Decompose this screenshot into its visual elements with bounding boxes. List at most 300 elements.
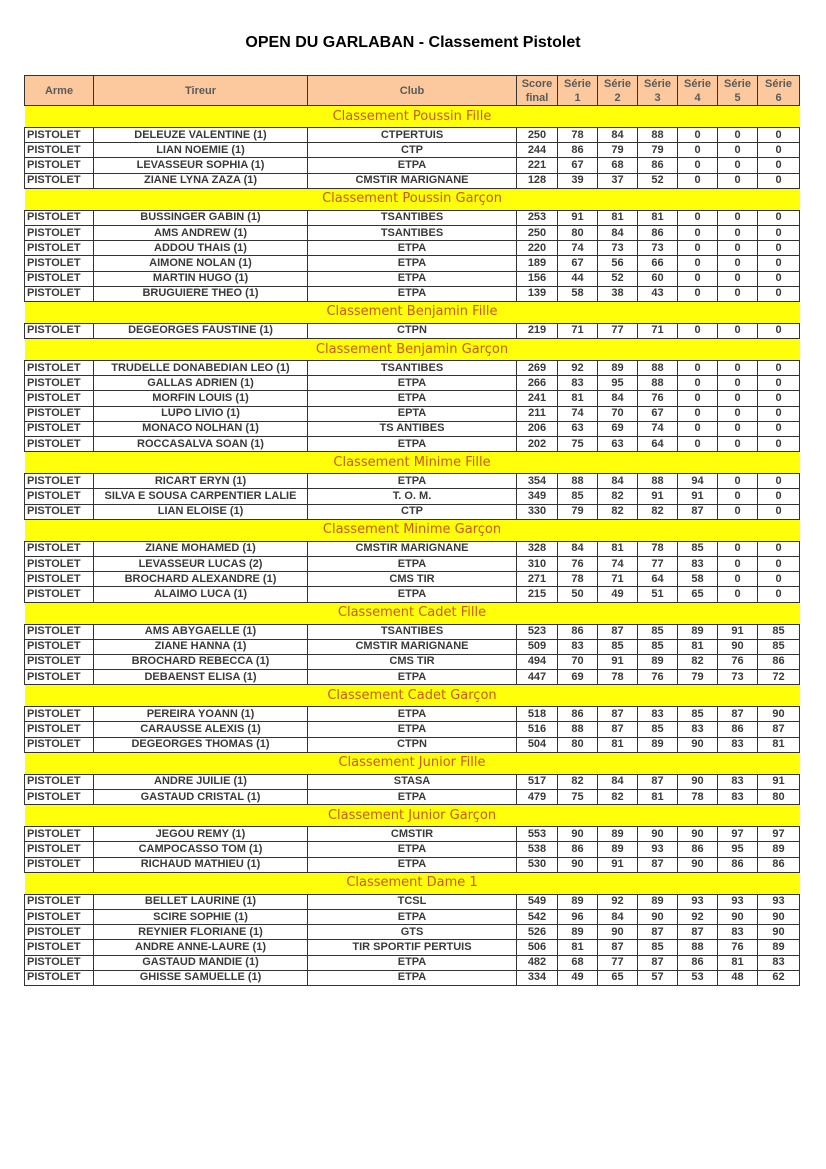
cell-serie-5: 83	[718, 790, 758, 805]
cell-serie-2: 49	[598, 587, 638, 602]
cell-club: CMSTIR MARIGNANE	[308, 639, 517, 654]
cell-arme: PISTOLET	[25, 842, 94, 857]
cell-tireur: AMS ABYGAELLE (1)	[94, 624, 308, 639]
cell-serie-2: 84	[598, 391, 638, 406]
cell-score-final: 128	[517, 173, 558, 188]
cell-serie-5: 0	[718, 541, 758, 556]
cell-serie-6: 0	[758, 256, 800, 271]
category-header-row	[25, 602, 800, 624]
cell-serie-3: 86	[638, 225, 678, 240]
cell-serie-6: 90	[758, 909, 800, 924]
cell-serie-3: 66	[638, 256, 678, 271]
cell-serie-4: 0	[678, 437, 718, 452]
cell-serie-5: 0	[718, 158, 758, 173]
cell-score-final: 354	[517, 474, 558, 489]
table-row	[25, 210, 800, 225]
cell-serie-1: 80	[558, 225, 598, 240]
cell-serie-5: 0	[718, 210, 758, 225]
cell-serie-1: 50	[558, 587, 598, 602]
cell-serie-2: 65	[598, 970, 638, 985]
cell-serie-2: 84	[598, 909, 638, 924]
cell-serie-3: 67	[638, 406, 678, 421]
cell-serie-3: 87	[638, 955, 678, 970]
cell-serie-6: 0	[758, 158, 800, 173]
table-row	[25, 894, 800, 909]
cell-serie-5: 0	[718, 241, 758, 256]
cell-serie-4: 79	[678, 670, 718, 685]
header-serie-5	[718, 76, 758, 106]
cell-serie-1: 86	[558, 707, 598, 722]
cell-score-final: 542	[517, 909, 558, 924]
cell-tireur: RICHAUD MATHIEU (1)	[94, 857, 308, 872]
cell-score-final: 220	[517, 241, 558, 256]
cell-serie-6: 85	[758, 639, 800, 654]
category-header-row	[25, 106, 800, 128]
cell-tireur: LIAN NOEMIE (1)	[94, 143, 308, 158]
category-title: Classement Cadet Fille	[25, 602, 800, 624]
cell-score-final: 509	[517, 639, 558, 654]
cell-serie-6: 0	[758, 241, 800, 256]
table-row	[25, 128, 800, 143]
cell-score-final: 526	[517, 925, 558, 940]
cell-serie-1: 74	[558, 241, 598, 256]
cell-serie-3: 85	[638, 722, 678, 737]
cell-club: ETPA	[308, 707, 517, 722]
cell-serie-6: 0	[758, 376, 800, 391]
cell-serie-4: 83	[678, 722, 718, 737]
category-header-row	[25, 519, 800, 541]
cell-club: CMSTIR MARIGNANE	[308, 173, 517, 188]
cell-serie-4: 90	[678, 774, 718, 789]
cell-serie-3: 88	[638, 376, 678, 391]
header-serie-6	[758, 76, 800, 106]
cell-score-final: 269	[517, 361, 558, 376]
cell-tireur: MARTIN HUGO (1)	[94, 271, 308, 286]
cell-serie-2: 87	[598, 624, 638, 639]
cell-score-final: 523	[517, 624, 558, 639]
table-row	[25, 654, 800, 669]
cell-serie-6: 89	[758, 842, 800, 857]
cell-serie-4: 0	[678, 406, 718, 421]
cell-tireur: LEVASSEUR LUCAS (2)	[94, 556, 308, 571]
cell-serie-1: 44	[558, 271, 598, 286]
cell-serie-3: 52	[638, 173, 678, 188]
cell-serie-1: 81	[558, 391, 598, 406]
cell-serie-3: 51	[638, 587, 678, 602]
cell-serie-3: 88	[638, 361, 678, 376]
table-row	[25, 474, 800, 489]
cell-tireur: GHISSE SAMUELLE (1)	[94, 970, 308, 985]
cell-serie-4: 86	[678, 955, 718, 970]
cell-score-final: 538	[517, 842, 558, 857]
cell-serie-2: 91	[598, 857, 638, 872]
cell-serie-5: 0	[718, 421, 758, 436]
cell-serie-2: 82	[598, 489, 638, 504]
cell-arme: PISTOLET	[25, 421, 94, 436]
table-row	[25, 909, 800, 924]
cell-serie-5: 0	[718, 572, 758, 587]
cell-arme: PISTOLET	[25, 925, 94, 940]
cell-tireur: RICART ERYN (1)	[94, 474, 308, 489]
cell-score-final: 202	[517, 437, 558, 452]
table-row	[25, 737, 800, 752]
cell-serie-5: 83	[718, 925, 758, 940]
table-row	[25, 323, 800, 338]
cell-arme: PISTOLET	[25, 128, 94, 143]
table-row	[25, 624, 800, 639]
cell-serie-4: 0	[678, 323, 718, 338]
cell-club: CMS TIR	[308, 654, 517, 669]
cell-serie-4: 81	[678, 639, 718, 654]
table-row	[25, 587, 800, 602]
cell-serie-1: 69	[558, 670, 598, 685]
table-row	[25, 774, 800, 789]
cell-serie-1: 90	[558, 857, 598, 872]
cell-tireur: AIMONE NOLAN (1)	[94, 256, 308, 271]
cell-tireur: SCIRE SOPHIE (1)	[94, 909, 308, 924]
table-row	[25, 722, 800, 737]
cell-score-final: 241	[517, 391, 558, 406]
cell-serie-3: 71	[638, 323, 678, 338]
cell-serie-3: 88	[638, 128, 678, 143]
table-row	[25, 857, 800, 872]
cell-club: TSANTIBES	[308, 225, 517, 240]
cell-tireur: CAMPOCASSO TOM (1)	[94, 842, 308, 857]
cell-serie-2: 89	[598, 361, 638, 376]
cell-serie-6: 0	[758, 391, 800, 406]
cell-serie-6: 72	[758, 670, 800, 685]
cell-serie-5: 0	[718, 376, 758, 391]
cell-serie-1: 88	[558, 722, 598, 737]
cell-serie-2: 82	[598, 790, 638, 805]
cell-serie-2: 69	[598, 421, 638, 436]
table-row	[25, 940, 800, 955]
cell-serie-1: 82	[558, 774, 598, 789]
cell-arme: PISTOLET	[25, 955, 94, 970]
cell-serie-3: 74	[638, 421, 678, 436]
cell-score-final: 215	[517, 587, 558, 602]
cell-serie-4: 88	[678, 940, 718, 955]
cell-serie-5: 0	[718, 406, 758, 421]
cell-serie-6: 90	[758, 707, 800, 722]
cell-tireur: ROCCASALVA SOAN (1)	[94, 437, 308, 452]
cell-serie-5: 86	[718, 857, 758, 872]
cell-serie-3: 87	[638, 925, 678, 940]
cell-serie-4: 87	[678, 925, 718, 940]
cell-club: ETPA	[308, 790, 517, 805]
cell-tireur: ADDOU THAIS (1)	[94, 241, 308, 256]
cell-serie-5: 0	[718, 256, 758, 271]
cell-club: ETPA	[308, 437, 517, 452]
cell-serie-4: 0	[678, 173, 718, 188]
cell-serie-6: 97	[758, 827, 800, 842]
cell-serie-3: 76	[638, 391, 678, 406]
cell-serie-4: 0	[678, 361, 718, 376]
cell-serie-5: 97	[718, 827, 758, 842]
cell-tireur: ZIANE LYNA ZAZA (1)	[94, 173, 308, 188]
cell-serie-3: 77	[638, 556, 678, 571]
cell-club: CMSTIR MARIGNANE	[308, 541, 517, 556]
cell-score-final: 221	[517, 158, 558, 173]
cell-serie-6: 0	[758, 421, 800, 436]
cell-serie-4: 91	[678, 489, 718, 504]
table-row	[25, 707, 800, 722]
cell-serie-5: 0	[718, 556, 758, 571]
header-score-line2: final	[525, 91, 549, 104]
cell-arme: PISTOLET	[25, 256, 94, 271]
cell-serie-5: 0	[718, 271, 758, 286]
cell-serie-4: 0	[678, 286, 718, 301]
cell-serie-2: 84	[598, 474, 638, 489]
cell-serie-2: 82	[598, 504, 638, 519]
header-score-line1: Score	[521, 77, 553, 90]
cell-club: CTP	[308, 504, 517, 519]
table-row	[25, 790, 800, 805]
cell-score-final: 517	[517, 774, 558, 789]
cell-serie-3: 88	[638, 474, 678, 489]
cell-arme: PISTOLET	[25, 437, 94, 452]
cell-serie-4: 0	[678, 225, 718, 240]
cell-serie-2: 87	[598, 940, 638, 955]
header-serie-3-line1: Série	[644, 77, 671, 90]
cell-score-final: 211	[517, 406, 558, 421]
table-row	[25, 827, 800, 842]
table-row	[25, 925, 800, 940]
cell-serie-4: 0	[678, 271, 718, 286]
cell-club: CMSTIR	[308, 827, 517, 842]
cell-club: CTP	[308, 143, 517, 158]
table-row	[25, 271, 800, 286]
cell-club: TCSL	[308, 894, 517, 909]
cell-serie-2: 87	[598, 707, 638, 722]
cell-club: CTPERTUIS	[308, 128, 517, 143]
cell-serie-3: 89	[638, 894, 678, 909]
cell-arme: PISTOLET	[25, 225, 94, 240]
cell-club: ETPA	[308, 857, 517, 872]
cell-serie-1: 81	[558, 940, 598, 955]
cell-score-final: 139	[517, 286, 558, 301]
cell-serie-5: 90	[718, 639, 758, 654]
header-serie-4	[678, 76, 718, 106]
header-serie-4-line1: Série	[684, 77, 711, 90]
cell-tireur: CARAUSSE ALEXIS (1)	[94, 722, 308, 737]
cell-serie-3: 64	[638, 572, 678, 587]
cell-club: ETPA	[308, 587, 517, 602]
cell-serie-2: 84	[598, 774, 638, 789]
header-tireur: Tireur	[94, 76, 308, 106]
cell-arme: PISTOLET	[25, 722, 94, 737]
table-row	[25, 225, 800, 240]
cell-serie-4: 0	[678, 210, 718, 225]
header-serie-1-line1: Série	[564, 77, 591, 90]
table-row	[25, 541, 800, 556]
cell-serie-4: 85	[678, 541, 718, 556]
cell-serie-3: 57	[638, 970, 678, 985]
category-header-row	[25, 452, 800, 474]
cell-serie-4: 78	[678, 790, 718, 805]
header-serie-2	[598, 76, 638, 106]
cell-arme: PISTOLET	[25, 210, 94, 225]
cell-serie-2: 71	[598, 572, 638, 587]
cell-serie-5: 73	[718, 670, 758, 685]
cell-tireur: BROCHARD ALEXANDRE (1)	[94, 572, 308, 587]
cell-serie-4: 0	[678, 391, 718, 406]
cell-arme: PISTOLET	[25, 361, 94, 376]
header-row	[25, 76, 800, 106]
cell-tireur: DELEUZE VALENTINE (1)	[94, 128, 308, 143]
cell-serie-1: 96	[558, 909, 598, 924]
cell-serie-1: 90	[558, 827, 598, 842]
cell-club: ETPA	[308, 722, 517, 737]
cell-serie-5: 0	[718, 587, 758, 602]
table-row	[25, 504, 800, 519]
category-header-row	[25, 685, 800, 707]
cell-serie-1: 49	[558, 970, 598, 985]
cell-serie-2: 63	[598, 437, 638, 452]
cell-score-final: 447	[517, 670, 558, 685]
cell-serie-2: 91	[598, 654, 638, 669]
cell-serie-1: 75	[558, 437, 598, 452]
cell-serie-6: 0	[758, 504, 800, 519]
cell-score-final: 516	[517, 722, 558, 737]
cell-arme: PISTOLET	[25, 624, 94, 639]
cell-serie-6: 0	[758, 556, 800, 571]
cell-club: TSANTIBES	[308, 361, 517, 376]
header-serie-6-line2: 6	[775, 91, 782, 104]
cell-serie-2: 68	[598, 158, 638, 173]
table-row	[25, 361, 800, 376]
cell-serie-1: 88	[558, 474, 598, 489]
cell-arme: PISTOLET	[25, 173, 94, 188]
cell-serie-1: 85	[558, 489, 598, 504]
cell-serie-6: 93	[758, 894, 800, 909]
cell-tireur: SILVA E SOUSA CARPENTIER LALIE	[94, 489, 308, 504]
cell-serie-3: 81	[638, 790, 678, 805]
header-serie-5-line1: Série	[724, 77, 751, 90]
table-row	[25, 489, 800, 504]
cell-score-final: 506	[517, 940, 558, 955]
cell-serie-2: 81	[598, 737, 638, 752]
cell-score-final: 553	[517, 827, 558, 842]
cell-serie-1: 86	[558, 624, 598, 639]
cell-tireur: BUSSINGER GABIN (1)	[94, 210, 308, 225]
cell-serie-6: 85	[758, 624, 800, 639]
cell-serie-2: 77	[598, 955, 638, 970]
cell-serie-4: 94	[678, 474, 718, 489]
cell-serie-6: 0	[758, 210, 800, 225]
cell-arme: PISTOLET	[25, 707, 94, 722]
cell-serie-6: 0	[758, 361, 800, 376]
cell-serie-2: 73	[598, 241, 638, 256]
cell-serie-6: 0	[758, 128, 800, 143]
category-title: Classement Minime Fille	[25, 452, 800, 474]
cell-serie-3: 64	[638, 437, 678, 452]
cell-serie-5: 81	[718, 955, 758, 970]
cell-score-final: 482	[517, 955, 558, 970]
cell-tireur: ANDRE ANNE-LAURE (1)	[94, 940, 308, 955]
cell-tireur: ZIANE HANNA (1)	[94, 639, 308, 654]
table-row	[25, 556, 800, 571]
cell-score-final: 250	[517, 128, 558, 143]
cell-arme: PISTOLET	[25, 271, 94, 286]
cell-serie-3: 89	[638, 737, 678, 752]
cell-arme: PISTOLET	[25, 670, 94, 685]
cell-club: ETPA	[308, 842, 517, 857]
cell-serie-1: 74	[558, 406, 598, 421]
cell-arme: PISTOLET	[25, 489, 94, 504]
cell-serie-4: 0	[678, 241, 718, 256]
cell-serie-4: 82	[678, 654, 718, 669]
cell-serie-5: 0	[718, 391, 758, 406]
cell-club: ETPA	[308, 241, 517, 256]
cell-club: CMS TIR	[308, 572, 517, 587]
category-title: Classement Minime Garçon	[25, 519, 800, 541]
category-header-row	[25, 752, 800, 774]
cell-serie-3: 87	[638, 857, 678, 872]
cell-serie-5: 0	[718, 437, 758, 452]
cell-score-final: 328	[517, 541, 558, 556]
cell-score-final: 530	[517, 857, 558, 872]
cell-serie-6: 80	[758, 790, 800, 805]
cell-tireur: LEVASSEUR SOPHIA (1)	[94, 158, 308, 173]
header-club: Club	[308, 76, 517, 106]
category-header-row	[25, 805, 800, 827]
cell-serie-5: 0	[718, 128, 758, 143]
cell-serie-1: 63	[558, 421, 598, 436]
category-title: Classement Poussin Fille	[25, 106, 800, 128]
header-score	[517, 76, 558, 106]
cell-tireur: AMS ANDREW (1)	[94, 225, 308, 240]
cell-serie-1: 86	[558, 143, 598, 158]
cell-arme: PISTOLET	[25, 857, 94, 872]
cell-serie-2: 84	[598, 225, 638, 240]
header-serie-4-line2: 4	[694, 91, 701, 104]
cell-serie-3: 85	[638, 639, 678, 654]
cell-serie-5: 76	[718, 654, 758, 669]
cell-serie-5: 0	[718, 474, 758, 489]
header-serie-5-line2: 5	[734, 91, 741, 104]
cell-tireur: ZIANE MOHAMED (1)	[94, 541, 308, 556]
header-serie-2-line2: 2	[614, 91, 621, 104]
table-row	[25, 572, 800, 587]
cell-serie-3: 79	[638, 143, 678, 158]
cell-serie-2: 78	[598, 670, 638, 685]
header-serie-1-line2: 1	[574, 91, 581, 104]
cell-arme: PISTOLET	[25, 504, 94, 519]
cell-arme: PISTOLET	[25, 143, 94, 158]
page-title: OPEN DU GARLABAN - Classement Pistolet	[245, 34, 581, 51]
cell-serie-1: 71	[558, 323, 598, 338]
cell-serie-4: 90	[678, 737, 718, 752]
cell-club: ETPA	[308, 556, 517, 571]
cell-serie-1: 78	[558, 128, 598, 143]
category-title: Classement Benjamin Fille	[25, 301, 800, 323]
cell-arme: PISTOLET	[25, 790, 94, 805]
cell-serie-3: 78	[638, 541, 678, 556]
cell-serie-4: 89	[678, 624, 718, 639]
cell-club: STASA	[308, 774, 517, 789]
cell-arme: PISTOLET	[25, 541, 94, 556]
cell-serie-2: 89	[598, 827, 638, 842]
category-title: Classement Junior Fille	[25, 752, 800, 774]
cell-score-final: 206	[517, 421, 558, 436]
cell-serie-5: 0	[718, 143, 758, 158]
cell-serie-6: 0	[758, 406, 800, 421]
cell-tireur: BRUGUIERE THEO (1)	[94, 286, 308, 301]
cell-arme: PISTOLET	[25, 654, 94, 669]
category-title: Classement Poussin Garçon	[25, 188, 800, 210]
cell-tireur: GASTAUD CRISTAL (1)	[94, 790, 308, 805]
